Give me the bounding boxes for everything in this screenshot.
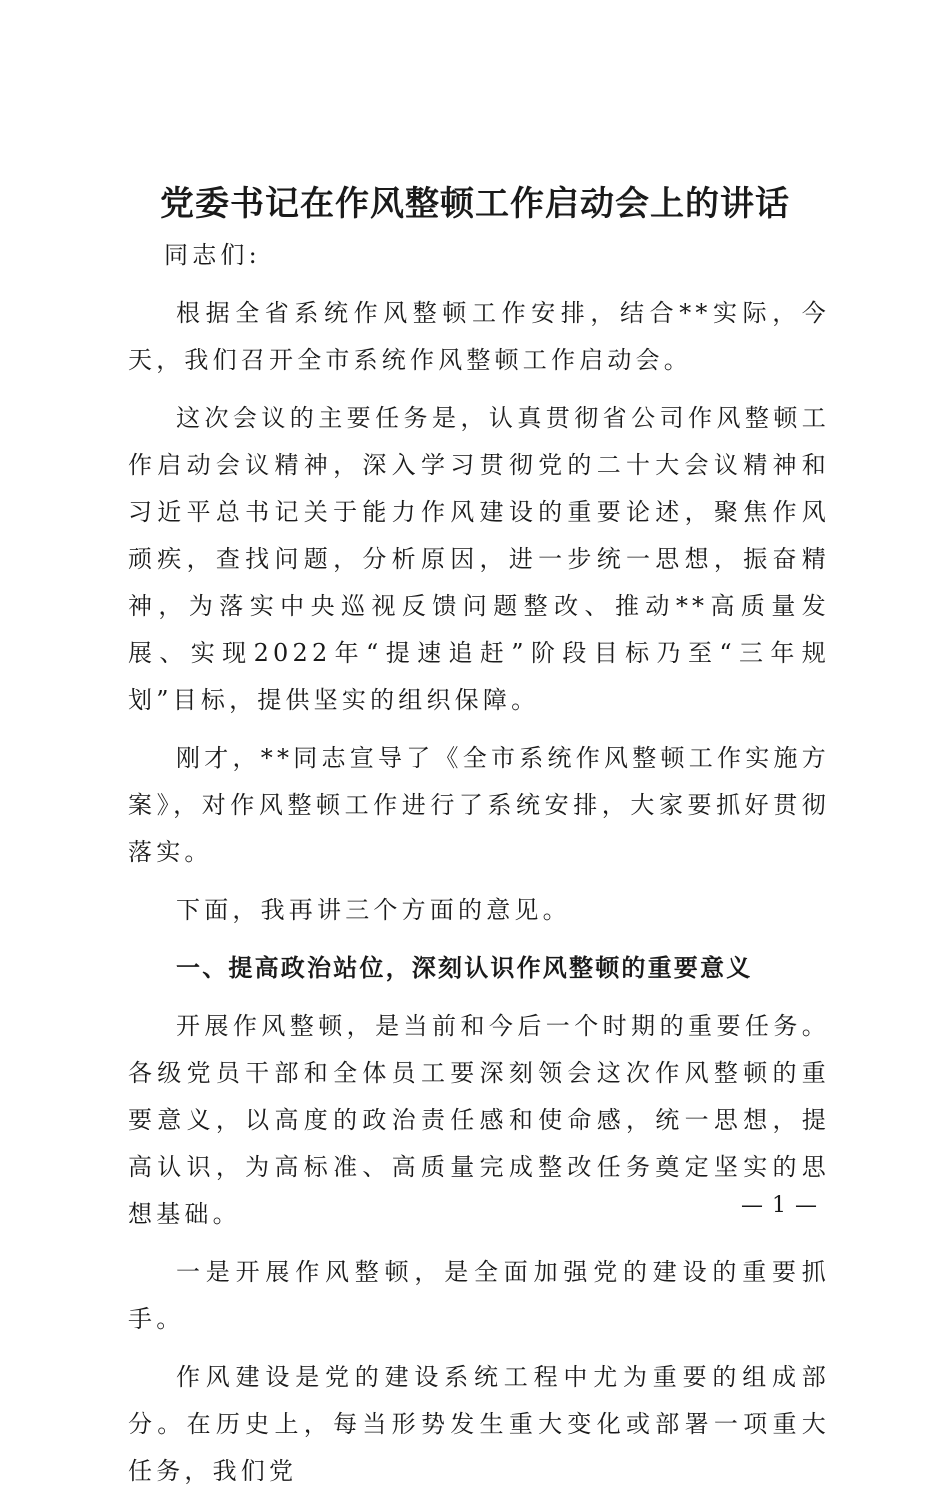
paragraph: 作风建设是党的建设系统工程中尤为重要的组成部分。在历史上，每当形势发生重大变化或部署一项重大任务，我们党	[128, 1363, 830, 1485]
document-title: 党委书记在作风整顿工作启动会上的讲话	[160, 184, 790, 224]
paragraph: 开展作风整顿，是当前和今后一个时期的重要任务。各级党员干部和全体员工要深刻领会这次作风整顿的重要意义，以高度的政治责任感和使命感，统一思想，提高认识，为高标准、高质量完成整改任务奠定坚实的思想基础。	[128, 1012, 830, 1228]
paragraph: 下面，我再讲三个方面的意见。	[176, 896, 571, 924]
paragraph: 一是开展作风整顿，是全面加强党的建设的重要抓手。	[128, 1258, 830, 1333]
greeting: 同志们:	[164, 241, 261, 269]
paragraph: 刚才，**同志宣导了《全市系统作风整顿工作实施方案》，对作风整顿工作进行了系统安排，大家要抓好贯彻落实。	[128, 744, 830, 866]
section-heading: 一、提高政治站位，深刻认识作风整顿的重要意义	[176, 954, 753, 982]
paragraph: 根据全省系统作风整顿工作安排，结合**实际，今天，我们召开全市系统作风整顿工作启动会。	[128, 299, 830, 374]
page-number: — 1 —	[741, 1193, 818, 1218]
paragraph: 这次会议的主要任务是，认真贯彻省公司作风整顿工作启动会议精神，深入学习贯彻党的二十大会议精神和习近平总书记关于能力作风建设的重要论述，聚焦作风顽疾，查找问题，分析原因，进一步统一思想，振奋精神，为落实中央巡视反馈问题整改、推动**高质量发展、实现2022年“提速追赶”阶段目标乃至“三年规划”目标，提供坚实的组织保障。	[128, 404, 830, 714]
document-body	[128, 232, 830, 1495]
